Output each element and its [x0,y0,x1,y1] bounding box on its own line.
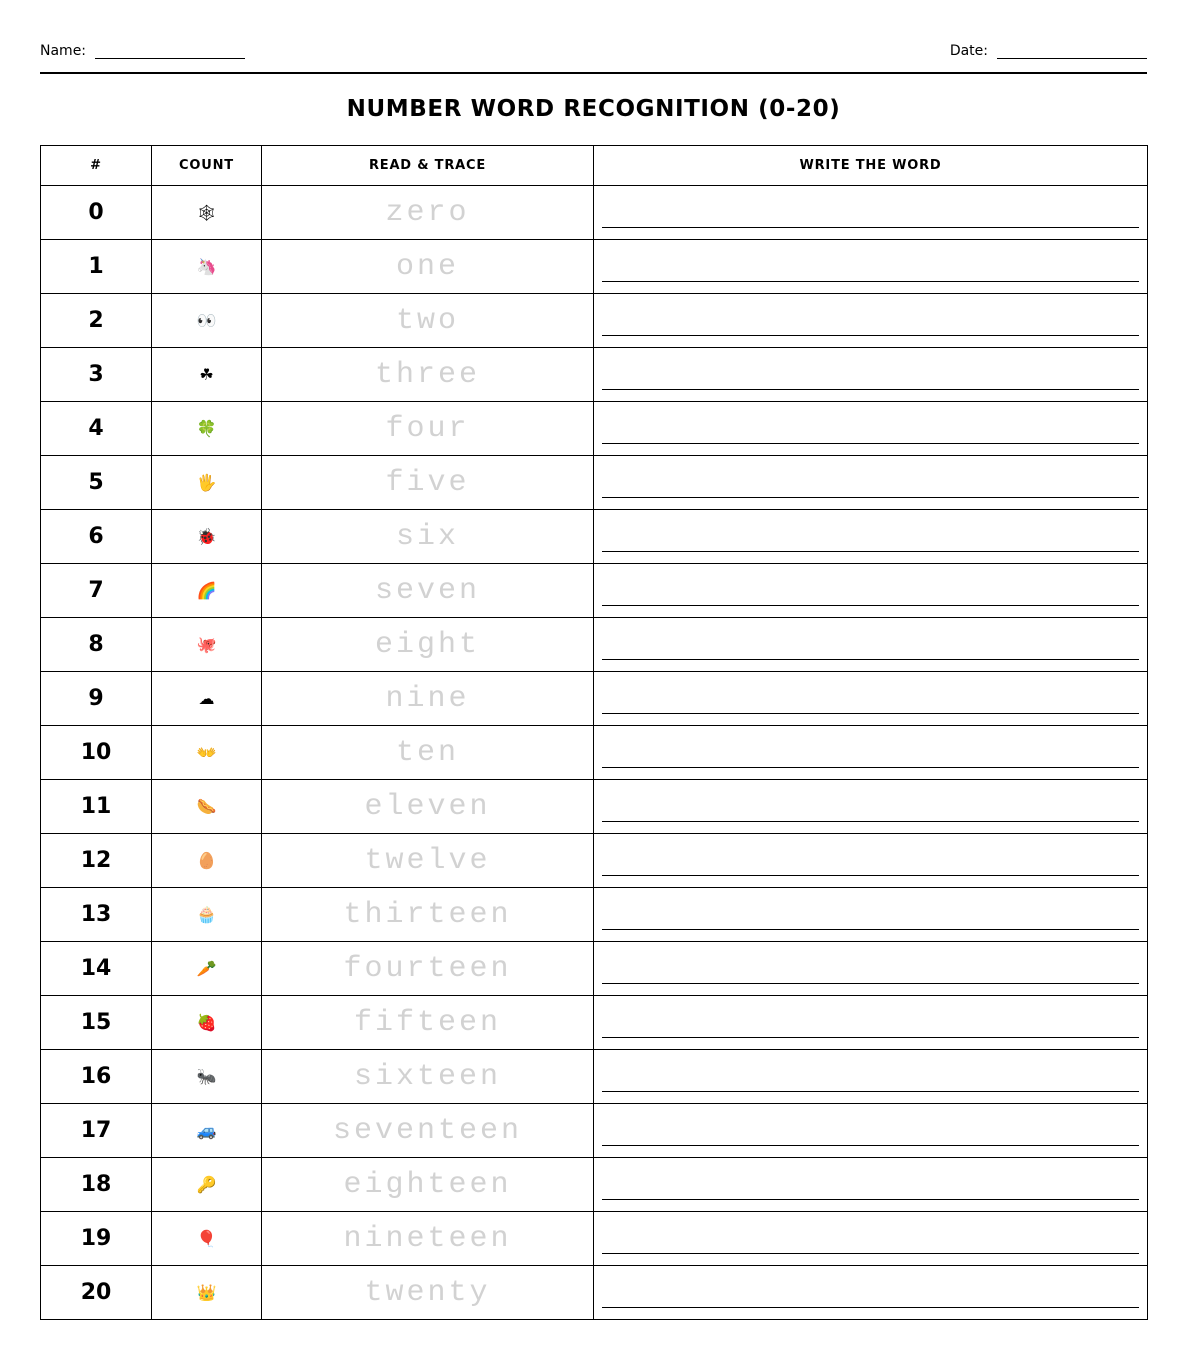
table-row [41,402,1148,456]
trace-word: eleven [262,780,594,834]
write-line[interactable] [602,767,1139,768]
eyes-icon: 👀 [196,311,217,330]
write-cell[interactable] [594,294,1148,348]
trace-word: twelve [262,834,594,888]
octopus-icon: 🐙 [196,635,217,654]
trace-word: two [262,294,594,348]
column-header-write-word: WRITE THE WORD [594,146,1148,186]
page-title: NUMBER WORD RECOGNITION (0-20) [346,96,841,122]
count-cell [152,726,262,780]
date-label: Date: [949,43,988,59]
ladybug-icon: 🐞 [196,527,217,546]
trace-word: one [262,240,594,294]
write-cell[interactable] [594,726,1148,780]
trace-word: twenty [262,1266,594,1320]
trace-word: sixteen [262,1050,594,1104]
table-row [41,780,1148,834]
trace-word: three [262,348,594,402]
column-header-count: COUNT [152,146,262,186]
table-row [41,564,1148,618]
count-cell [152,942,262,996]
count-cell [152,1050,262,1104]
table-row [41,294,1148,348]
table-row [41,726,1148,780]
date-input-line[interactable] [997,44,1147,59]
write-line[interactable] [602,389,1139,390]
write-cell[interactable] [594,618,1148,672]
write-line[interactable] [602,227,1139,228]
write-cell[interactable] [594,1050,1148,1104]
trace-word: fifteen [262,996,594,1050]
count-cell [152,456,262,510]
count-cell [152,1104,262,1158]
write-line[interactable] [602,1199,1139,1200]
table-row [41,1158,1148,1212]
row-number: 12 [41,834,152,888]
table-row [41,1266,1148,1320]
write-cell[interactable] [594,1104,1148,1158]
write-line[interactable] [602,821,1139,822]
open-hands-icon: 👐 [196,743,217,762]
shamrock-icon: ☘ [199,365,214,384]
write-cell[interactable] [594,402,1148,456]
number-word-table [40,145,1148,1320]
cupcake-icon: 🧁 [196,905,217,924]
count-cell [152,996,262,1050]
trace-word: six [262,510,594,564]
carrot-icon: 🥕 [196,959,217,978]
write-line[interactable] [602,497,1139,498]
table-row [41,348,1148,402]
car-icon: 🚙 [196,1121,217,1140]
write-line[interactable] [602,1091,1139,1092]
write-cell[interactable] [594,996,1148,1050]
count-cell [152,888,262,942]
row-number: 14 [41,942,152,996]
count-cell [152,240,262,294]
count-cell [152,780,262,834]
write-line[interactable] [602,1037,1139,1038]
row-number: 4 [41,402,152,456]
write-line[interactable] [602,335,1139,336]
count-cell [152,672,262,726]
table-row [41,888,1148,942]
count-cell [152,564,262,618]
write-cell[interactable] [594,1158,1148,1212]
write-cell[interactable] [594,348,1148,402]
write-line[interactable] [602,1253,1139,1254]
trace-word: nineteen [262,1212,594,1266]
count-cell [152,834,262,888]
row-number: 19 [41,1212,152,1266]
date-field[interactable] [950,43,1147,59]
trace-word: thirteen [262,888,594,942]
crown-icon: 👑 [196,1283,217,1302]
row-number: 3 [41,348,152,402]
trace-word: five [262,456,594,510]
write-cell[interactable] [594,780,1148,834]
trace-word: eighteen [262,1158,594,1212]
write-cell[interactable] [594,672,1148,726]
write-cell[interactable] [594,1212,1148,1266]
write-line[interactable] [602,551,1139,552]
ant-icon: 🐜 [196,1067,217,1086]
name-input-line[interactable] [95,44,245,59]
table-row [41,996,1148,1050]
table-row [41,834,1148,888]
write-cell[interactable] [594,240,1148,294]
row-number: 6 [41,510,152,564]
write-line[interactable] [602,605,1139,606]
write-cell[interactable] [594,564,1148,618]
row-number: 7 [41,564,152,618]
rainbow-icon: 🌈 [196,581,217,600]
row-number: 1 [41,240,152,294]
trace-word: seventeen [262,1104,594,1158]
table-row [41,1212,1148,1266]
trace-word: zero [262,186,594,240]
name-field[interactable] [40,43,245,59]
write-cell[interactable] [594,888,1148,942]
trace-word: four [262,402,594,456]
worksheet-header [40,40,1147,74]
row-number: 2 [41,294,152,348]
write-line[interactable] [602,983,1139,984]
name-label: Name: [40,43,87,59]
egg-icon: 🥚 [196,851,217,870]
count-cell [152,294,262,348]
row-number: 10 [41,726,152,780]
unicorn-icon: 🦄 [196,257,217,276]
write-cell[interactable] [594,1266,1148,1320]
table-row [41,510,1148,564]
write-line[interactable] [602,1145,1139,1146]
count-cell [152,1212,262,1266]
count-cell [152,186,262,240]
write-line[interactable] [602,929,1139,930]
column-header-number: # [41,146,152,186]
row-number: 20 [41,1266,152,1320]
trace-word: ten [262,726,594,780]
row-number: 5 [41,456,152,510]
row-number: 17 [41,1104,152,1158]
count-cell [152,402,262,456]
count-cell [152,348,262,402]
write-line[interactable] [602,1307,1139,1308]
write-line[interactable] [602,443,1139,444]
key-icon: 🔑 [196,1175,217,1194]
cloud-icon: ☁ [198,689,215,708]
balloon-icon: 🎈 [196,1229,217,1248]
row-number: 18 [41,1158,152,1212]
row-number: 0 [41,186,152,240]
count-cell [152,510,262,564]
count-cell [152,1158,262,1212]
write-line[interactable] [602,659,1139,660]
table-row [41,1104,1148,1158]
raised-hand-icon: 🖐 [196,473,217,492]
count-cell [152,1266,262,1320]
row-number: 9 [41,672,152,726]
spider-web-icon: 🕸 [196,203,217,222]
table-row [41,618,1148,672]
write-line[interactable] [602,281,1139,282]
write-cell[interactable] [594,456,1148,510]
row-number: 15 [41,996,152,1050]
table-row [41,672,1148,726]
write-cell[interactable] [594,834,1148,888]
trace-word: seven [262,564,594,618]
table-row [41,240,1148,294]
table-row [41,942,1148,996]
row-number: 13 [41,888,152,942]
count-cell [152,618,262,672]
table-row [41,456,1148,510]
table-row [41,186,1148,240]
write-cell[interactable] [594,942,1148,996]
four-leaf-clover-icon: 🍀 [196,419,217,438]
write-line[interactable] [602,875,1139,876]
trace-word: eight [262,618,594,672]
write-cell[interactable] [594,510,1148,564]
write-cell[interactable] [594,186,1148,240]
hot-dog-icon: 🌭 [196,797,217,816]
trace-word: nine [262,672,594,726]
trace-word: fourteen [262,942,594,996]
write-line[interactable] [602,713,1139,714]
column-header-read-trace: READ & TRACE [262,146,594,186]
row-number: 11 [41,780,152,834]
row-number: 8 [41,618,152,672]
strawberry-icon: 🍓 [196,1013,217,1032]
row-number: 16 [41,1050,152,1104]
table-row [41,1050,1148,1104]
table-header-row [41,146,1148,186]
